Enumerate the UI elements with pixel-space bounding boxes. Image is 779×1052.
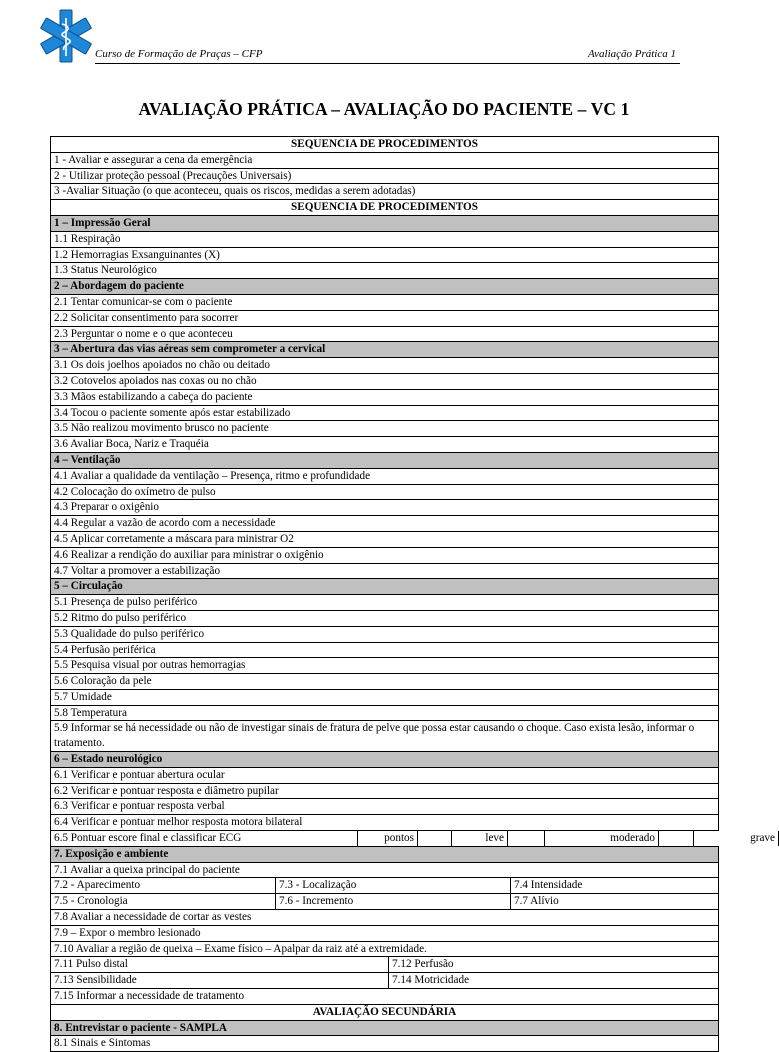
- procedure-item: 4.5 Aplicar corretamente a máscara para ministrar O2: [51, 532, 719, 547]
- table-row: [51, 421, 719, 437]
- score-entry-cell[interactable]: [659, 831, 694, 846]
- table-row: [51, 153, 719, 169]
- score-label-cell: pontos: [358, 831, 418, 846]
- section-title: 2 – Abordagem do paciente: [51, 279, 719, 294]
- table-cell: 7.2 - Aparecimento: [51, 878, 276, 893]
- table-row: [51, 926, 719, 942]
- section-title: 3 – Abertura das vias aéreas sem comprometer a cervical: [51, 342, 719, 357]
- procedure-item: 5.5 Pesquisa visual por outras hemorragias: [51, 658, 719, 673]
- table-row: [51, 390, 719, 406]
- table-row: [51, 485, 719, 501]
- score-label-cell: 6.5 Pontuar escore final e classificar ECG: [51, 831, 358, 846]
- table-row: [51, 548, 719, 564]
- section-header-row: [51, 279, 719, 295]
- procedure-item: 2 - Utilizar proteção pessoal (Precauções Universais): [51, 169, 719, 184]
- table-heading: AVALIAÇÃO SECUNDÁRIA: [51, 1005, 719, 1020]
- procedure-item: 5.3 Qualidade do pulso periférico: [51, 627, 719, 642]
- procedure-item: 4.3 Preparar o oxigênio: [51, 500, 719, 515]
- table-cell: 7.11 Pulso distal: [51, 957, 389, 972]
- table-heading-row: [51, 200, 719, 216]
- table-row: [51, 437, 719, 453]
- procedure-item: 6.1 Verificar e pontuar abertura ocular: [51, 768, 719, 783]
- procedure-item: 7.15 Informar a necessidade de tratamento: [51, 989, 719, 1004]
- score-entry-cell[interactable]: [418, 831, 452, 846]
- score-entry-cell[interactable]: [508, 831, 545, 846]
- table-heading-row: [51, 137, 719, 153]
- header-course: Curso de Formação de Praças – CFP: [95, 48, 263, 60]
- section-title: 5 – Circulação: [51, 579, 719, 594]
- table-cell: 7.14 Motricidade: [389, 973, 719, 988]
- evaluation-table: [50, 136, 775, 1052]
- procedure-item: 6.3 Verificar e pontuar resposta verbal: [51, 799, 719, 814]
- procedure-item: 5.4 Perfusão periférica: [51, 643, 719, 658]
- procedure-item: 5.7 Umidade: [51, 690, 719, 705]
- table-row: [51, 674, 719, 690]
- table-row: [51, 690, 719, 706]
- procedure-item: 4.4 Regular a vazão de acordo com a necessidade: [51, 516, 719, 531]
- procedure-item: 6.4 Verificar e pontuar melhor resposta motora bilateral: [51, 815, 719, 830]
- procedure-item: 1 - Avaliar e assegurar a cena da emergência: [51, 153, 719, 168]
- section-title: 4 – Ventilação: [51, 453, 719, 468]
- table-row: [51, 248, 719, 264]
- header-evaluation: Avaliação Prática 1: [588, 48, 676, 60]
- table-row: [51, 658, 719, 674]
- table-row: [51, 516, 719, 532]
- procedure-item: 7.1 Avaliar a queixa principal do paciente: [51, 863, 719, 878]
- procedure-item: 7.8 Avaliar a necessidade de cortar as vestes: [51, 910, 719, 925]
- table-row: [51, 184, 719, 200]
- procedure-item: 5.9 Informar se há necessidade ou não de investigar sinais de fratura de pelve que possa estar causando o choque. Caso exista lesão, informar o tratamento.: [51, 721, 719, 751]
- table-row: [51, 595, 719, 611]
- procedure-item: 1.3 Status Neurológico: [51, 263, 719, 278]
- section-title: 6 – Estado neurológico: [51, 752, 719, 767]
- table-row: [51, 1036, 719, 1052]
- table-cell: 7.7 Alívio: [511, 894, 719, 909]
- section-header-row: [51, 847, 719, 863]
- procedure-item: 3.5 Não realizou movimento brusco no paciente: [51, 421, 719, 436]
- table-cell: 7.4 Intensidade: [511, 878, 719, 893]
- table-heading-row: [51, 1005, 719, 1021]
- procedure-item: 4.6 Realizar a rendição do auxiliar para ministrar o oxigênio: [51, 548, 719, 563]
- procedure-item: 1.1 Respiração: [51, 232, 719, 247]
- star-of-life-logo: [38, 8, 94, 64]
- table-row: [51, 358, 719, 374]
- table-row: [51, 232, 719, 248]
- table-row: [51, 374, 719, 390]
- table-cell: 7.5 - Cronologia: [51, 894, 276, 909]
- procedure-item: 3.1 Os dois joelhos apoiados no chão ou deitado: [51, 358, 719, 373]
- table-row: [51, 910, 719, 926]
- procedure-item: 3.4 Tocou o paciente somente após estar estabilizado: [51, 406, 719, 421]
- table-row: [51, 469, 719, 485]
- table-row: [51, 263, 719, 279]
- table-row: [51, 894, 719, 910]
- procedure-item: 5.1 Presença de pulso periférico: [51, 595, 719, 610]
- score-label-cell: moderado: [545, 831, 659, 846]
- section-header-row: [51, 579, 719, 595]
- table-row: [51, 942, 719, 958]
- table-row: [51, 406, 719, 422]
- procedure-item: 7.10 Avaliar a região de queixa – Exame físico – Apalpar da raiz até a extremidade.: [51, 942, 719, 957]
- table-cell: 7.12 Perfusão: [389, 957, 719, 972]
- table-row: [51, 627, 719, 643]
- procedure-item: 1.2 Hemorragias Exsanguinantes (X): [51, 248, 719, 263]
- procedure-item: 7.9 – Expor o membro lesionado: [51, 926, 719, 941]
- table-row: [51, 611, 719, 627]
- table-row: [51, 768, 719, 784]
- table-row: [51, 863, 719, 879]
- section-header-row: [51, 342, 719, 358]
- table-cell: 7.13 Sensibilidade: [51, 973, 389, 988]
- table-row: [51, 721, 719, 752]
- table-row: [51, 706, 719, 722]
- section-header-row: [51, 1021, 719, 1037]
- procedure-item: 6.2 Verificar e pontuar resposta e diâmetro pupilar: [51, 784, 719, 799]
- table-row: [51, 957, 719, 973]
- score-label-cell: grave: [694, 831, 779, 846]
- table-row: [51, 799, 719, 815]
- table-row: [51, 815, 719, 831]
- table-row: [51, 831, 775, 847]
- table-row: [51, 784, 719, 800]
- table-cell: 7.3 - Localização: [276, 878, 511, 893]
- table-row: [51, 973, 719, 989]
- table-row: [51, 327, 719, 343]
- section-header-row: [51, 216, 719, 232]
- procedure-item: 5.6 Coloração da pele: [51, 674, 719, 689]
- section-header-row: [51, 453, 719, 469]
- table-row: [51, 169, 719, 185]
- procedure-item: 2.1 Tentar comunicar-se com o paciente: [51, 295, 719, 310]
- procedure-item: 3 -Avaliar Situação (o que aconteceu, quais os riscos, medidas a serem adotadas): [51, 184, 719, 199]
- procedure-item: 5.8 Temperatura: [51, 706, 719, 721]
- procedure-item: 3.6 Avaliar Boca, Nariz e Traquéia: [51, 437, 719, 452]
- table-row: [51, 989, 719, 1005]
- table-row: [51, 564, 719, 580]
- procedure-item: 4.7 Voltar a promover a estabilização: [51, 564, 719, 579]
- table-row: [51, 295, 719, 311]
- table-row: [51, 643, 719, 659]
- table-heading: SEQUENCIA DE PROCEDIMENTOS: [51, 137, 719, 152]
- procedure-item: 3.2 Cotovelos apoiados nas coxas ou no chão: [51, 374, 719, 389]
- procedure-item: 3.3 Mãos estabilizando a cabeça do paciente: [51, 390, 719, 405]
- procedure-item: 8.1 Sinais e Sintomas: [51, 1036, 719, 1051]
- procedure-item: 2.3 Perguntar o nome e o que aconteceu: [51, 327, 719, 342]
- score-label-cell: leve: [452, 831, 508, 846]
- table-row: [51, 500, 719, 516]
- section-title: 1 – Impressão Geral: [51, 216, 719, 231]
- page-title: AVALIAÇÃO PRÁTICA – AVALIAÇÃO DO PACIENTE – VC 1: [138, 99, 630, 119]
- section-title: 8. Entrevistar o paciente - SAMPLA: [51, 1021, 719, 1036]
- header-rule: [95, 63, 680, 64]
- table-row: [51, 878, 719, 894]
- procedure-item: 4.2 Colocação do oxímetro de pulso: [51, 485, 719, 500]
- procedure-item: 4.1 Avaliar a qualidade da ventilação – Presença, ritmo e profundidade: [51, 469, 719, 484]
- table-cell: 7.6 - Incremento: [276, 894, 511, 909]
- procedure-item: 5.2 Ritmo do pulso periférico: [51, 611, 719, 626]
- table-row: [51, 311, 719, 327]
- section-header-row: [51, 752, 719, 768]
- section-title: 7. Exposição e ambiente: [51, 847, 719, 862]
- procedure-item: 2.2 Solicitar consentimento para socorrer: [51, 311, 719, 326]
- table-row: [51, 532, 719, 548]
- table-heading: SEQUENCIA DE PROCEDIMENTOS: [51, 200, 719, 215]
